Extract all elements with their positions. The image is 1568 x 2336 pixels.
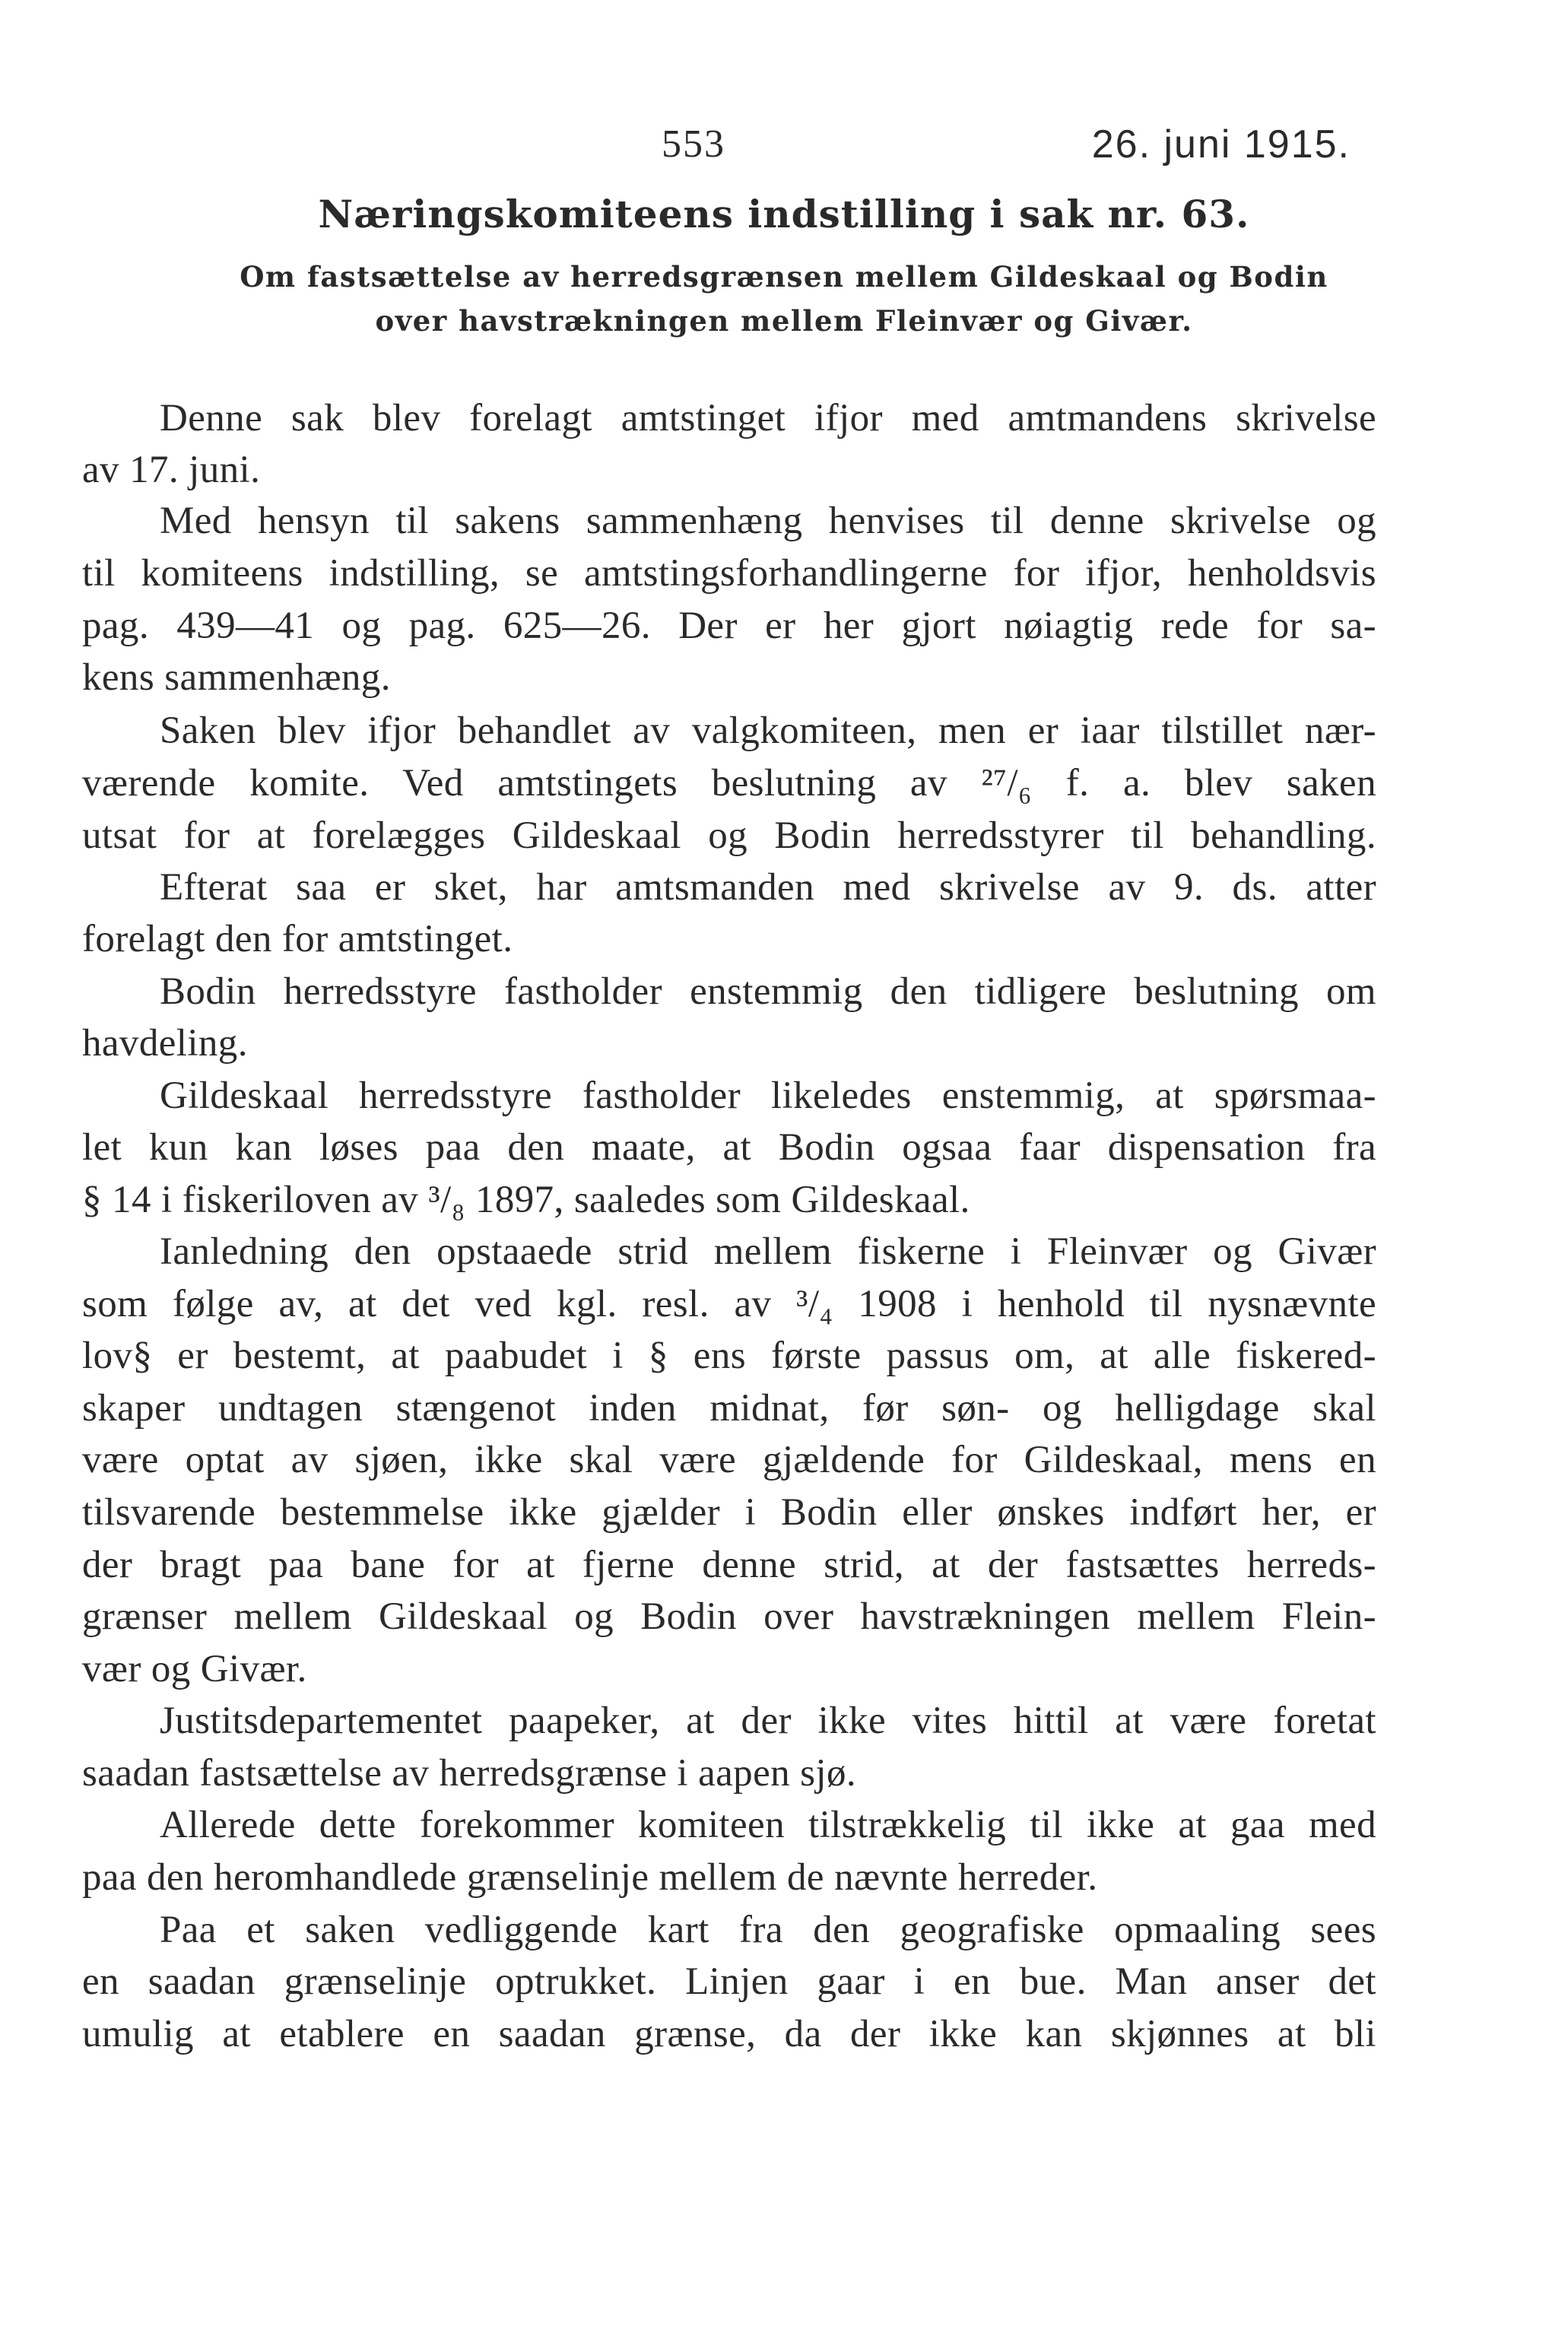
text-line: tilsvarende bestemmelse ikke gjælder i Bodin eller ønskes indført her, er — [82, 1491, 1376, 1534]
text-line: Efterat saa er sket, har amtsmanden med skrivelse av 9. ds. atter — [160, 866, 1376, 909]
text-line: være optat av sjøen, ikke skal være gjældende for Gildeskaal, mens en — [82, 1439, 1376, 1481]
text-line: Justitsdepartementet paapeker, at der ikke vites hittil at være foretat — [160, 1700, 1376, 1742]
text-line: der bragt paa bane for at fjerne denne strid, at der fastsættes herreds- — [82, 1544, 1376, 1586]
text-line: let kun kan løses paa den maate, at Bodin ogsaa faar dispensation fra — [82, 1126, 1376, 1169]
text-line: skaper undtagen stængenot inden midnat, før søn- og helligdage skal — [82, 1387, 1376, 1430]
text-line: utsat for at forelægges Gildeskaal og Bodin herredsstyrer til behandling. — [82, 814, 1376, 857]
page-number: 553 — [662, 122, 725, 166]
text-line: Bodin herredsstyre fastholder enstemmig den tidligere beslutning om — [160, 970, 1376, 1013]
text-line: vær og Givær. — [82, 1648, 307, 1690]
subtitle-line-1: Om fastsættelse av herredsgrænsen mellem Gildeskaal og Bodin — [240, 260, 1328, 294]
text-line: forelagt den for amtstinget. — [82, 918, 513, 960]
text-line: umulig at etablere en saadan grænse, da der ikke kan skjønnes at bli — [82, 2013, 1376, 2055]
text-line: lov§ er bestemt, at paabudet i § ens første passus om, at alle fiskered- — [82, 1335, 1376, 1377]
text-line: som følge av, at det ved kgl. resl. av ³/₄ 1908 i henhold til nysnævnte — [82, 1283, 1376, 1325]
text-line: pag. 439—41 og pag. 625—26. Der er her gjort nøiagtig rede for sa- — [82, 605, 1376, 647]
subtitle-line-2: over havstrækningen mellem Fleinvær og Givær. — [375, 304, 1193, 338]
text-line: Med hensyn til sakens sammenhæng henvises til denne skrivelse og — [160, 500, 1376, 542]
text-line: grænser mellem Gildeskaal og Bodin over havstrækningen mellem Flein- — [82, 1595, 1376, 1638]
text-line: havdeling. — [82, 1022, 248, 1065]
text-line: § 14 i fiskeriloven av ³/₈ 1897, saaledes som Gildeskaal. — [82, 1179, 970, 1221]
text-line: Saken blev ifjor behandlet av valgkomiteen, men er iaar tilstillet nær- — [160, 709, 1376, 752]
text-line: av 17. juni. — [82, 449, 261, 491]
text-line: Gildeskaal herredsstyre fastholder likeledes enstemmig, at spørsmaa- — [160, 1074, 1376, 1117]
text-line: Paa et saken vedliggende kart fra den geografiske opmaaling sees — [160, 1909, 1376, 1951]
text-line: en saadan grænselinje optrukket. Linjen gaar i en bue. Man anser det — [82, 1960, 1376, 2003]
text-line: værende komite. Ved amtstingets beslutning av ²⁷/₆ f. a. blev saken — [82, 762, 1376, 805]
text-line: Allerede dette forekommer komiteen tilstrækkelig til ikke at gaa med — [160, 1804, 1376, 1846]
text-line: paa den heromhandlede grænselinje mellem de nævnte herreder. — [82, 1856, 1098, 1899]
page-date: 26. juni 1915. — [1091, 122, 1351, 167]
text-line: Denne sak blev forelagt amtstinget ifjor med amtmandens skrivelse — [160, 397, 1376, 440]
text-line: saadan fastsættelse av herredsgrænse i aapen sjø. — [82, 1752, 857, 1795]
text-line: Ianledning den opstaaede strid mellem fiskerne i Fleinvær og Givær — [160, 1230, 1376, 1273]
text-line: til komiteens indstilling, se amtstingsforhandlingerne for ifjor, henholdsvis — [82, 552, 1376, 595]
text-line: kens sammenhæng. — [82, 656, 391, 699]
document-title: Næringskomiteens indstilling i sak nr. 63. — [318, 192, 1250, 236]
